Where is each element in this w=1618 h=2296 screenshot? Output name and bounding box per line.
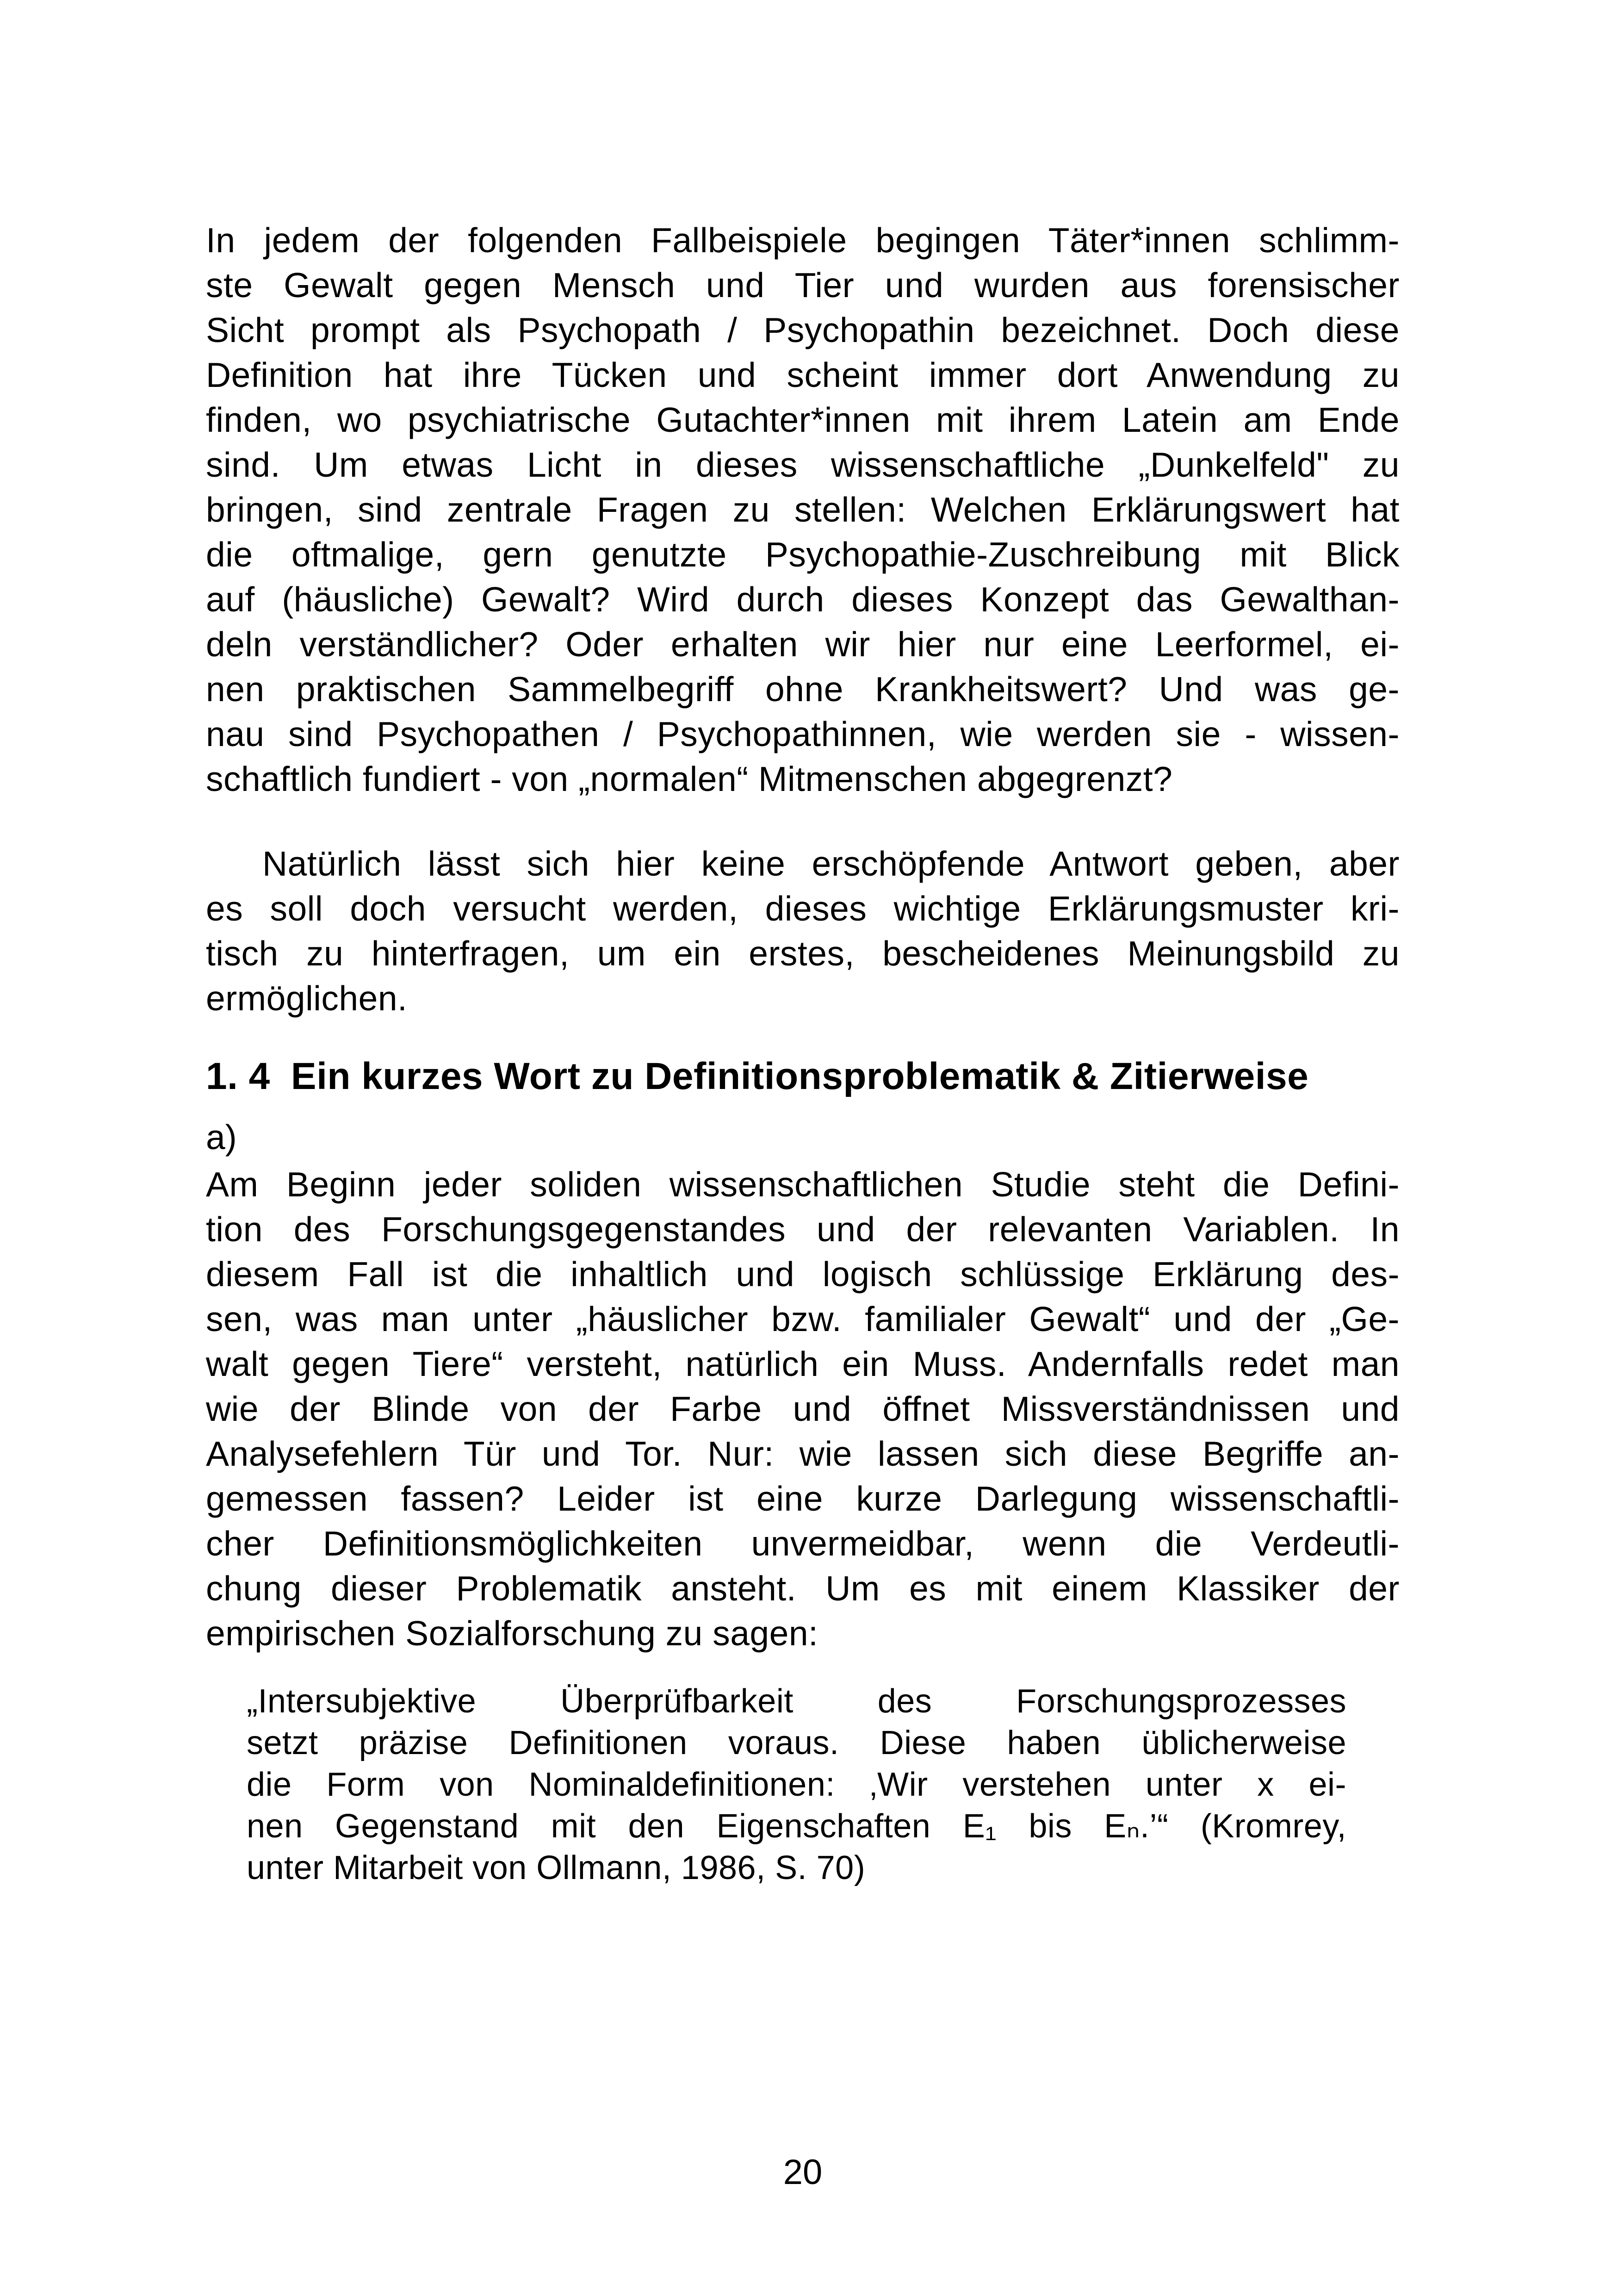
- text-line: wie der Blinde von der Farbe und öffnet Missverständnissen und: [206, 1389, 1400, 1428]
- text-line: deln verständlicher? Oder erhalten wir hier nur eine Leerformel, ei-: [206, 625, 1400, 664]
- text-line: chung dieser Problematik ansteht. Um es mit einem Klassiker der: [206, 1569, 1400, 1608]
- text-line: Analysefehlern Tür und Tor. Nur: wie lassen sich diese Begriffe an-: [206, 1434, 1400, 1473]
- page-body: [206, 218, 1400, 1889]
- text-line: nen Gegenstand mit den Eigenschaften E₁ bis Eₙ.’“ (Kromrey,: [247, 1808, 1346, 1845]
- text-line: diesem Fall ist die inhaltlich und logisch schlüssige Erklärung des-: [206, 1255, 1400, 1294]
- page-footer: [206, 2150, 1400, 2195]
- text-line: cher Definitionsmöglichkeiten unvermeidbar, wenn die Verdeutli-: [206, 1524, 1400, 1563]
- text-line: nen praktischen Sammelbegriff ohne Krankheitswert? Und was ge-: [206, 670, 1400, 709]
- text-line: unter Mitarbeit von Ollmann, 1986, S. 70): [247, 1849, 866, 1886]
- section-heading: [206, 1052, 1400, 1101]
- text-line: gemessen fassen? Leider ist eine kurze Darlegung wissenschaftli-: [206, 1479, 1400, 1518]
- text-line: empirischen Sozialforschung zu sagen:: [206, 1614, 818, 1653]
- text-line: tisch zu hinterfragen, um ein erstes, bescheidenes Meinungsbild zu: [206, 934, 1400, 973]
- text-line: die oftmalige, gern genutzte Psychopathie-Zuschreibung mit Blick: [206, 535, 1400, 574]
- text-line: „Intersubjektive Überprüfbarkeit des Forschungsprozesses: [247, 1683, 1346, 1720]
- section-title: Ein kurzes Wort zu Definitionsproblematik & Zitierweise: [291, 1055, 1309, 1097]
- text-line: Natürlich lässt sich hier keine erschöpfende Antwort geben, aber: [262, 844, 1400, 883]
- text-line: walt gegen Tiere“ versteht, natürlich ein Muss. Andernfalls redet man: [206, 1344, 1400, 1383]
- paragraph-answer-attempt: [206, 841, 1400, 1021]
- list-item-label-a: a): [206, 1118, 237, 1157]
- text-line: sind. Um etwas Licht in dieses wissenschaftliche „Dunkelfeld" zu: [206, 445, 1400, 484]
- text-line: auf (häusliche) Gewalt? Wird durch dieses Konzept das Gewalthan-: [206, 580, 1400, 619]
- paragraph-definition-problem: [206, 1162, 1400, 1656]
- text-line: finden, wo psychiatrische Gutachter*innen mit ihrem Latein am Ende: [206, 400, 1400, 439]
- text-line: sen, was man unter „häuslicher bzw. familialer Gewalt“ und der „Ge-: [206, 1300, 1400, 1338]
- text-line: ermöglichen.: [206, 979, 408, 1018]
- text-line: Sicht prompt als Psychopath / Psychopathin bezeichnet. Doch diese: [206, 311, 1400, 349]
- text-line: nau sind Psychopathen / Psychopathinnen, wie werden sie - wissen-: [206, 715, 1400, 753]
- text-line: bringen, sind zentrale Fragen zu stellen: Welchen Erklärungswert hat: [206, 490, 1400, 529]
- text-line: Am Beginn jeder soliden wissenschaftlichen Studie steht die Defini-: [206, 1165, 1400, 1204]
- text-line: die Form von Nominaldefinitionen: ‚Wir verstehen unter x ei-: [247, 1766, 1346, 1803]
- text-line: tion des Forschungsgegenstandes und der relevanten Variablen. In: [206, 1210, 1400, 1249]
- text-line: In jedem der folgenden Fallbeispiele begingen Täter*innen schlimm-: [206, 221, 1400, 260]
- text-line: es soll doch versucht werden, dieses wichtige Erklärungsmuster kri-: [206, 889, 1400, 928]
- section-number: 1. 4: [206, 1055, 270, 1097]
- text-line: ste Gewalt gegen Mensch und Tier und wurden aus forensischer: [206, 266, 1400, 305]
- paragraph-intro-cases: [206, 218, 1400, 802]
- blockquote-kromrey: [206, 1680, 1400, 1889]
- text-line: setzt präzise Definitionen voraus. Diese haben üblicherweise: [247, 1724, 1346, 1761]
- text-line: Definition hat ihre Tücken und scheint immer dort Anwendung zu: [206, 355, 1400, 394]
- page-number: 20: [783, 2153, 823, 2192]
- text-line: schaftlich fundiert - von „normalen“ Mitmenschen abgegrenzt?: [206, 759, 1173, 798]
